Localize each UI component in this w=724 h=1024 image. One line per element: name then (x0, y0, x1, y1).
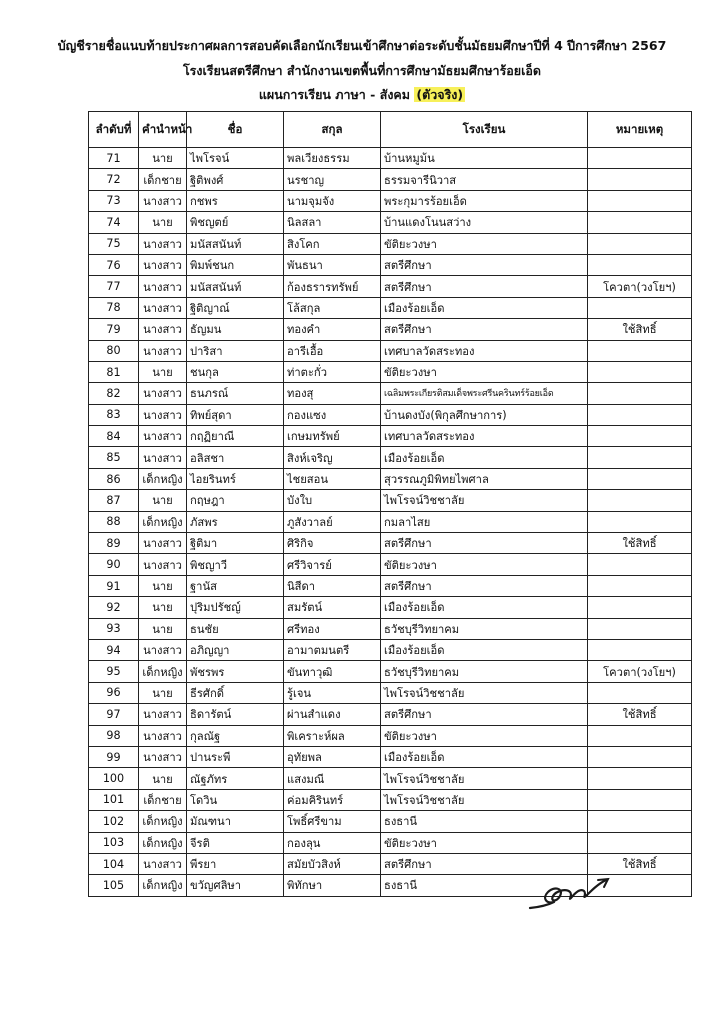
cell-note (588, 169, 692, 190)
cell-no: 82 (89, 383, 139, 404)
cell-prefix: เด็กหญิง (139, 875, 187, 896)
table-row (89, 190, 692, 211)
table-row (89, 319, 692, 340)
table-row (89, 575, 692, 596)
cell-school: สตรีศึกษา (381, 276, 588, 297)
cell-last-name: พลเวียงธรรม (284, 148, 381, 169)
cell-note (588, 832, 692, 853)
cell-note: ใช้สิทธิ์ (588, 533, 692, 554)
cell-note (588, 233, 692, 254)
cell-note (588, 212, 692, 233)
table-row (89, 597, 692, 618)
cell-prefix: นางสาว (139, 725, 187, 746)
cell-first-name: ไพโรจน์ (187, 148, 284, 169)
cell-note (588, 383, 692, 404)
cell-no: 97 (89, 704, 139, 725)
cell-note: ใช้สิทธิ์ (588, 853, 692, 874)
cell-last-name: ทองคำ (284, 319, 381, 340)
cell-no: 87 (89, 490, 139, 511)
cell-first-name: ธนชัย (187, 618, 284, 639)
table-row (89, 426, 692, 447)
cell-prefix: นาย (139, 682, 187, 703)
cell-school: เฉลิมพระเกียรติสมเด็จพระศรีนครินทร์ร้อยเอ็ด (381, 383, 588, 404)
cell-first-name: ฐิติพงศ์ (187, 169, 284, 190)
table-row (89, 276, 692, 297)
cell-note (588, 426, 692, 447)
cell-last-name: พิเคราะห์ผล (284, 725, 381, 746)
cell-school: เทศบาลวัดสระทอง (381, 340, 588, 361)
cell-note (588, 618, 692, 639)
cell-school: เมืองร้อยเอ็ด (381, 297, 588, 318)
cell-no: 81 (89, 361, 139, 382)
cell-last-name: ค่อมคิรินทร์ (284, 789, 381, 810)
cell-last-name: ศิริกิจ (284, 533, 381, 554)
cell-no: 74 (89, 212, 139, 233)
cell-school: สตรีศึกษา (381, 533, 588, 554)
cell-no: 71 (89, 148, 139, 169)
cell-prefix: นางสาว (139, 746, 187, 767)
cell-last-name: เกษมทรัพย์ (284, 426, 381, 447)
cell-school: เมืองร้อยเอ็ด (381, 639, 588, 660)
cell-last-name: อามาตมนตรี (284, 639, 381, 660)
cell-first-name: จีรติ (187, 832, 284, 853)
table-body (89, 148, 692, 897)
cell-school: สตรีศึกษา (381, 575, 588, 596)
cell-no: 100 (89, 768, 139, 789)
cell-prefix: นางสาว (139, 533, 187, 554)
cell-prefix: เด็กหญิง (139, 468, 187, 489)
cell-last-name: พันธนา (284, 254, 381, 275)
cell-prefix: นางสาว (139, 447, 187, 468)
cell-school: บ้านดงบัง(พิกุลศึกษาการ) (381, 404, 588, 425)
table-row (89, 361, 692, 382)
cell-first-name: พิชญาวี (187, 554, 284, 575)
cell-prefix: นาย (139, 597, 187, 618)
table-row (89, 383, 692, 404)
cell-last-name: นิลสลา (284, 212, 381, 233)
cell-school: ขัติยะวงษา (381, 554, 588, 575)
cell-last-name: ท่าตะกั่ว (284, 361, 381, 382)
cell-no: 91 (89, 575, 139, 596)
cell-note (588, 746, 692, 767)
table-row (89, 404, 692, 425)
table-row (89, 618, 692, 639)
cell-last-name: ภูสังวาลย์ (284, 511, 381, 532)
cell-school: ขัติยะวงษา (381, 233, 588, 254)
cell-first-name: พีรยา (187, 853, 284, 874)
cell-school: บ้านหมูม้น (381, 148, 588, 169)
cell-prefix: นางสาว (139, 254, 187, 275)
cell-school: ธวัชบุรีวิทยาคม (381, 618, 588, 639)
cell-note (588, 597, 692, 618)
header-line-3 (0, 83, 724, 108)
cell-school: ขัติยะวงษา (381, 361, 588, 382)
signature-mark (526, 874, 616, 914)
header-line-2: โรงเรียนสตรีศึกษา สำนักงานเขตพื้นที่การศึกษามัธยมศึกษาร้อยเอ็ด (182, 62, 542, 78)
column-header-prefix: คำนำหน้า (139, 112, 187, 148)
cell-last-name: บังใบ (284, 490, 381, 511)
cell-prefix: นางสาว (139, 704, 187, 725)
header-line-1: บัญชีรายชื่อแนบท้ายประกาศผลการสอบคัดเลือกนักเรียนเข้าศึกษาต่อระดับชั้นมัธยมศึกษาปีที่ 4 ปีการศึกษา 2567 (57, 38, 667, 53)
cell-first-name: ธิดารัตน์ (187, 704, 284, 725)
cell-note (588, 639, 692, 660)
table-row (89, 511, 692, 532)
cell-no: 78 (89, 297, 139, 318)
cell-prefix: นางสาว (139, 383, 187, 404)
cell-first-name: ฐิติมา (187, 533, 284, 554)
cell-last-name: พิทักษา (284, 875, 381, 896)
cell-no: 77 (89, 276, 139, 297)
cell-first-name: ปุริมปรัชญ์ (187, 597, 284, 618)
cell-school: พระกุมารร้อยเอ็ด (381, 190, 588, 211)
cell-last-name: สิงห์เจริญ (284, 447, 381, 468)
cell-prefix: นางสาว (139, 554, 187, 575)
cell-prefix: นาย (139, 575, 187, 596)
cell-note (588, 447, 692, 468)
cell-note (588, 190, 692, 211)
cell-last-name: ก้องธรารทรัพย์ (284, 276, 381, 297)
cell-no: 75 (89, 233, 139, 254)
column-header-no: ลำดับที่ (89, 112, 139, 148)
cell-first-name: พิมพ์ชนก (187, 254, 284, 275)
document-header (0, 34, 724, 108)
cell-first-name: อภิญญา (187, 639, 284, 660)
cell-no: 92 (89, 597, 139, 618)
cell-note (588, 811, 692, 832)
cell-school: สตรีศึกษา (381, 254, 588, 275)
cell-note (588, 340, 692, 361)
cell-prefix: นาย (139, 618, 187, 639)
cell-last-name: อารีเอื้อ (284, 340, 381, 361)
cell-no: 101 (89, 789, 139, 810)
cell-prefix: นาย (139, 148, 187, 169)
cell-school: สุวรรณภูมิพิทยไพศาล (381, 468, 588, 489)
cell-last-name: ไชยสอน (284, 468, 381, 489)
cell-prefix: นาย (139, 361, 187, 382)
cell-prefix: นางสาว (139, 233, 187, 254)
cell-first-name: ปานระพี (187, 746, 284, 767)
cell-last-name: โพธิ์ศรีขาม (284, 811, 381, 832)
plan-label: แผนการเรียน ภาษา - สังคม (258, 87, 411, 102)
cell-last-name: รู้เจน (284, 682, 381, 703)
cell-note (588, 468, 692, 489)
table-row (89, 832, 692, 853)
cell-school: ธรรมจารีนิวาส (381, 169, 588, 190)
cell-first-name: พัชรพร (187, 661, 284, 682)
cell-last-name: แสงมณี (284, 768, 381, 789)
table-row (89, 704, 692, 725)
cell-first-name: มนัสสนันท์ (187, 276, 284, 297)
cell-prefix: นางสาว (139, 297, 187, 318)
cell-school: เมืองร้อยเอ็ด (381, 447, 588, 468)
cell-first-name: กฤษฎา (187, 490, 284, 511)
cell-last-name: ผ่านสำแดง (284, 704, 381, 725)
cell-last-name: ศรีทอง (284, 618, 381, 639)
cell-last-name: โล้สกุล (284, 297, 381, 318)
cell-note: ใช้สิทธิ์ (588, 704, 692, 725)
student-roster-table (88, 111, 692, 897)
cell-no: 94 (89, 639, 139, 660)
cell-last-name: สมัยบัวสิงห์ (284, 853, 381, 874)
cell-school: สตรีศึกษา (381, 704, 588, 725)
table-row (89, 340, 692, 361)
cell-note: ใช้สิทธิ์ (588, 319, 692, 340)
table-row (89, 297, 692, 318)
cell-note (588, 725, 692, 746)
cell-no: 102 (89, 811, 139, 832)
cell-last-name: กองลุน (284, 832, 381, 853)
cell-no: 90 (89, 554, 139, 575)
table-row (89, 233, 692, 254)
cell-first-name: กฤฏิยาณี (187, 426, 284, 447)
table-row (89, 768, 692, 789)
cell-school: ไพโรจน์วิชชาลัย (381, 682, 588, 703)
table-row (89, 853, 692, 874)
cell-last-name: ขันทาวุฒิ (284, 661, 381, 682)
cell-last-name: นิสีดา (284, 575, 381, 596)
cell-no: 83 (89, 404, 139, 425)
cell-first-name: ไอยรินทร์ (187, 468, 284, 489)
cell-no: 98 (89, 725, 139, 746)
cell-first-name: กุลณัฐ (187, 725, 284, 746)
cell-prefix: เด็กหญิง (139, 811, 187, 832)
cell-note: โควตา(วงโยฯ) (588, 661, 692, 682)
cell-school: สตรีศึกษา (381, 853, 588, 874)
table-row (89, 682, 692, 703)
cell-no: 93 (89, 618, 139, 639)
cell-first-name: อลิสชา (187, 447, 284, 468)
cell-note (588, 554, 692, 575)
table-row (89, 554, 692, 575)
cell-school: ธงธานี (381, 875, 588, 896)
table-row (89, 746, 692, 767)
cell-school: ขัติยะวงษา (381, 832, 588, 853)
cell-school: ไพโรจน์วิชชาลัย (381, 490, 588, 511)
cell-prefix: นางสาว (139, 340, 187, 361)
cell-first-name: ชนกุล (187, 361, 284, 382)
column-header-last-name: สกุล (284, 112, 381, 148)
table-row (89, 811, 692, 832)
cell-no: 72 (89, 169, 139, 190)
cell-school: บ้านแดงโนนสว่าง (381, 212, 588, 233)
cell-prefix: นางสาว (139, 426, 187, 447)
cell-school: เมืองร้อยเอ็ด (381, 597, 588, 618)
cell-note (588, 768, 692, 789)
cell-note: โควตา(วงโยฯ) (588, 276, 692, 297)
cell-note (588, 148, 692, 169)
table-row (89, 169, 692, 190)
cell-prefix: เด็กชาย (139, 169, 187, 190)
table-row (89, 148, 692, 169)
table-header-row (89, 112, 692, 148)
column-header-first-name: ชื่อ (187, 112, 284, 148)
cell-prefix: นางสาว (139, 319, 187, 340)
column-header-school: โรงเรียน (381, 112, 588, 148)
cell-prefix: เด็กชาย (139, 789, 187, 810)
cell-no: 104 (89, 853, 139, 874)
cell-note (588, 511, 692, 532)
table-row (89, 789, 692, 810)
cell-first-name: ฐิติญาณ์ (187, 297, 284, 318)
cell-prefix: นาย (139, 490, 187, 511)
cell-last-name: นรชาญ (284, 169, 381, 190)
cell-school: เทศบาลวัดสระทอง (381, 426, 588, 447)
cell-first-name: ฐานัส (187, 575, 284, 596)
cell-note (588, 404, 692, 425)
cell-first-name: ณัฐภัทร (187, 768, 284, 789)
cell-prefix: นางสาว (139, 853, 187, 874)
cell-no: 88 (89, 511, 139, 532)
cell-school: ไพโรจน์วิชชาลัย (381, 789, 588, 810)
cell-first-name: โดวิน (187, 789, 284, 810)
cell-last-name: ศรีวิจารย์ (284, 554, 381, 575)
cell-first-name: กชพร (187, 190, 284, 211)
cell-no: 96 (89, 682, 139, 703)
cell-last-name: นามจุมจัง (284, 190, 381, 211)
cell-last-name: อุทัยพล (284, 746, 381, 767)
cell-school: ธวัชบุรีวิทยาคม (381, 661, 588, 682)
cell-school: ขัติยะวงษา (381, 725, 588, 746)
cell-last-name: ทองสุ (284, 383, 381, 404)
cell-first-name: ภัสพร (187, 511, 284, 532)
status-highlight: (ตัวจริง) (416, 87, 464, 102)
table-row (89, 254, 692, 275)
table-row (89, 533, 692, 554)
cell-prefix: เด็กหญิง (139, 832, 187, 853)
cell-first-name: ปาริสา (187, 340, 284, 361)
cell-no: 76 (89, 254, 139, 275)
table-row (89, 490, 692, 511)
cell-first-name: ทิพย์สุดา (187, 404, 284, 425)
table-row (89, 447, 692, 468)
cell-school: สตรีศึกษา (381, 319, 588, 340)
table-row (89, 661, 692, 682)
cell-first-name: มัณฑนา (187, 811, 284, 832)
table-row (89, 468, 692, 489)
cell-school: เมืองร้อยเอ็ด (381, 746, 588, 767)
cell-no: 105 (89, 875, 139, 896)
cell-no: 103 (89, 832, 139, 853)
cell-no: 86 (89, 468, 139, 489)
cell-school: ธงธานี (381, 811, 588, 832)
cell-note (588, 490, 692, 511)
cell-school: กมลาไสย (381, 511, 588, 532)
table-row (89, 212, 692, 233)
cell-first-name: ขวัญศลิษา (187, 875, 284, 896)
cell-school: ไพโรจน์วิชชาลัย (381, 768, 588, 789)
cell-no: 80 (89, 340, 139, 361)
cell-first-name: ธีรศักดิ์ (187, 682, 284, 703)
cell-prefix: นางสาว (139, 190, 187, 211)
cell-no: 85 (89, 447, 139, 468)
table-row (89, 639, 692, 660)
cell-note (588, 297, 692, 318)
cell-no: 95 (89, 661, 139, 682)
cell-prefix: นางสาว (139, 276, 187, 297)
column-header-note: หมายเหตุ (588, 112, 692, 148)
cell-last-name: กองแซง (284, 404, 381, 425)
cell-note (588, 254, 692, 275)
cell-first-name: ธัญมน (187, 319, 284, 340)
cell-prefix: นางสาว (139, 639, 187, 660)
cell-prefix: เด็กหญิง (139, 511, 187, 532)
cell-no: 79 (89, 319, 139, 340)
cell-prefix: เด็กหญิง (139, 661, 187, 682)
cell-first-name: พิชญตย์ (187, 212, 284, 233)
cell-note (588, 575, 692, 596)
cell-last-name: สิงโคก (284, 233, 381, 254)
cell-no: 89 (89, 533, 139, 554)
cell-prefix: นาย (139, 768, 187, 789)
cell-first-name: มนัสสนันท์ (187, 233, 284, 254)
cell-note (588, 682, 692, 703)
cell-no: 84 (89, 426, 139, 447)
cell-no: 73 (89, 190, 139, 211)
cell-prefix: นาย (139, 212, 187, 233)
cell-last-name: สมรัตน์ (284, 597, 381, 618)
cell-prefix: นางสาว (139, 404, 187, 425)
table-row (89, 725, 692, 746)
cell-note (588, 789, 692, 810)
cell-first-name: ธนภรณ์ (187, 383, 284, 404)
cell-note (588, 361, 692, 382)
cell-no: 99 (89, 746, 139, 767)
